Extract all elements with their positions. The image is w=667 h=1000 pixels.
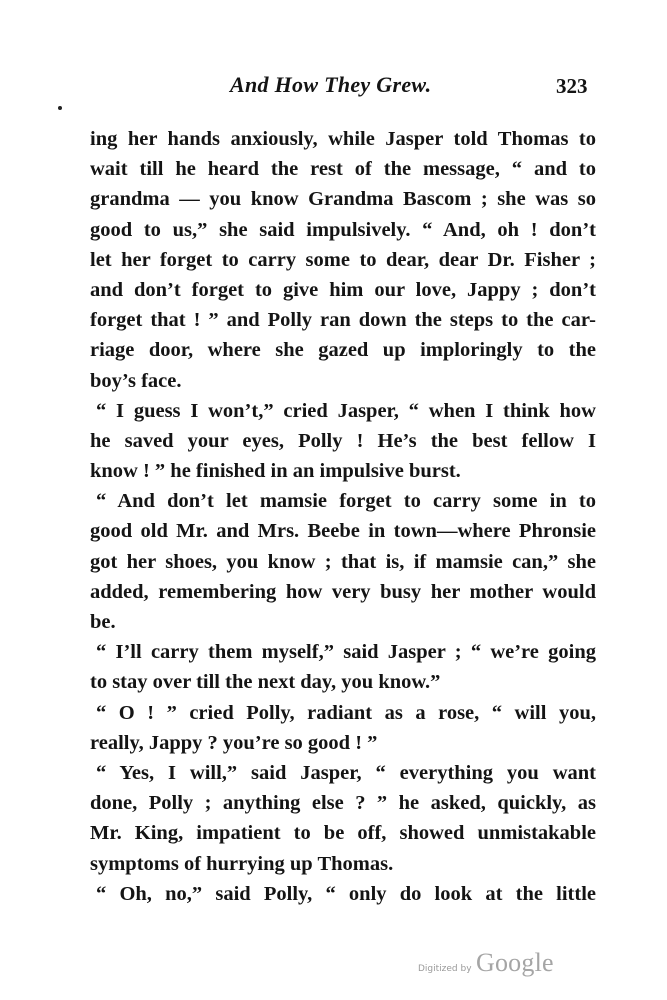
body-text [90,124,596,909]
text-line: be. [90,611,116,633]
page-number: 323 [556,74,588,98]
text-line: really, Jappy ? you’re so good ! ” [90,731,378,754]
text-line: “ O ! ” cried Polly, radiant as a rose, “ will you, [96,701,596,724]
text-line: “ I’ll carry them myself,” said Jasper ; “ we’re going [96,641,596,664]
text-line: ing her hands anxiously, while Jasper told Thomas to [90,128,596,150]
text-line: know ! ” he finished in an impulsive burst. [90,460,461,483]
text-line: added, remembering how very busy her mother would [90,580,596,603]
text-line: “ And don’t let mamsie forget to carry some in to [96,490,596,513]
digitized-by-google-watermark [418,948,558,982]
digitized-by-label: Digitized by [418,964,472,974]
text-line: done, Polly ; anything else ? ” he asked, quickly, as [90,792,596,815]
text-line: forget that ! ” and Polly ran down the steps to the car- [90,309,596,332]
text-line: he saved your eyes, Polly ! He’s the best fellow I [90,429,596,452]
text-line: to stay over till the next day, you know.” [90,671,441,694]
text-line: wait till he heard the rest of the message, “ and to [90,158,596,181]
text-line: grandma — you know Grandma Bascom ; she was so [90,188,596,211]
page-header [0,72,667,102]
google-logo: Google [476,948,554,977]
running-title: And How They Grew. [230,72,432,97]
text-line: got her shoes, you know ; that is, if mamsie can,” she [90,550,596,573]
text-line: good old Mr. and Mrs. Beebe in town—where Phronsie [90,520,596,543]
stray-ink-dot [58,106,62,110]
text-line: “ Yes, I will,” said Jasper, “ everything you want [96,761,596,784]
text-line: “ I guess I won’t,” cried Jasper, “ when I think how [96,399,596,422]
text-line: let her forget to carry some to dear, dear Dr. Fisher ; [90,248,596,271]
text-line: boy’s face. [90,369,182,392]
text-line: symptoms of hurrying up Thomas. [90,852,394,875]
text-line: good to us,” she said impulsively. “ And, oh ! don’t [90,218,596,241]
text-line: Mr. King, impatient to be off, showed unmistakable [90,822,596,845]
text-line: “ Oh, no,” said Polly, “ only do look at the little [96,882,596,905]
text-line: and don’t forget to give him our love, Jappy ; don’t [90,278,596,301]
text-line: riage door, where she gazed up imploringly to the [90,339,596,362]
